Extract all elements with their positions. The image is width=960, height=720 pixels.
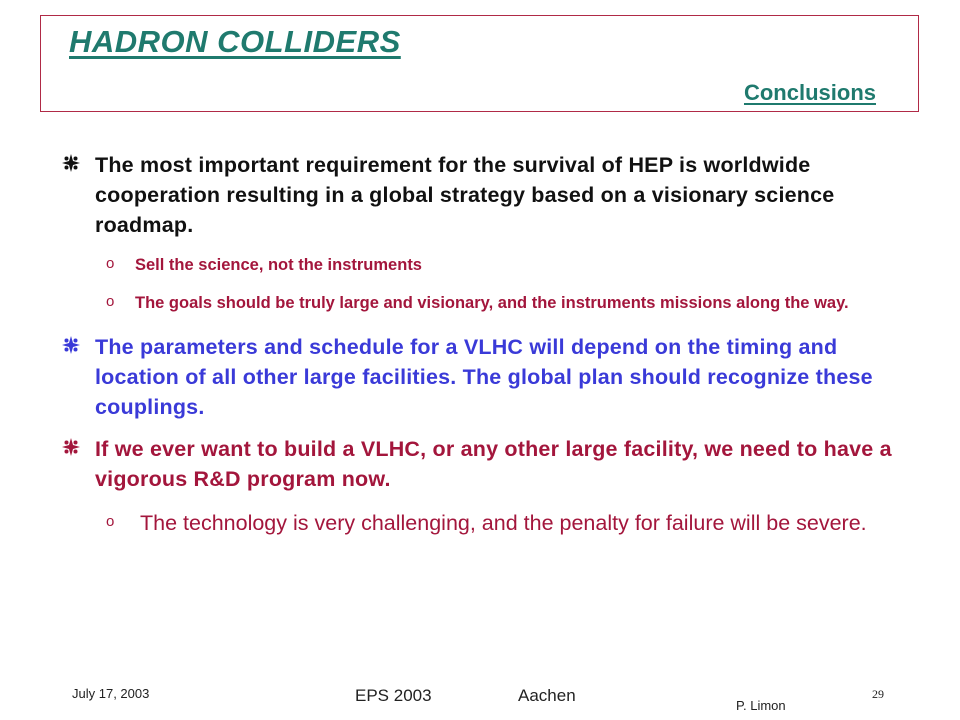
page-number: 29 xyxy=(872,687,884,701)
sub-bullet-item xyxy=(62,508,922,538)
circle-bullet-icon: o xyxy=(106,293,115,310)
sub-bullet-item xyxy=(62,290,922,316)
slide-title: HADRON COLLIDERS xyxy=(69,24,401,59)
footer-location: Aachen xyxy=(518,686,576,705)
sub-bullet-item xyxy=(62,252,922,278)
bullet-item xyxy=(62,434,922,494)
footer-conference: EPS 2003 xyxy=(355,686,432,705)
slide-content xyxy=(62,150,922,538)
diamond-bullet-icon xyxy=(62,438,80,456)
diamond-bullet-icon xyxy=(62,336,80,354)
bullet-text: If we ever want to build a VLHC, or any other large facility, we need to have a vigorous R&D program now. xyxy=(95,437,892,491)
bullet-text: The parameters and schedule for a VLHC will depend on the timing and location of all other large facilities. The global plan should recognize these couplings. xyxy=(95,335,873,419)
diamond-bullet-icon xyxy=(62,154,80,172)
sub-bullet-text: Sell the science, not the instruments xyxy=(135,256,422,274)
sub-bullet-text: The technology is very challenging, and the penalty for failure will be severe. xyxy=(140,511,867,535)
circle-bullet-icon: o xyxy=(106,513,115,530)
title-box xyxy=(40,15,919,112)
bullet-item xyxy=(62,150,922,240)
bullet-text: The most important requirement for the survival of HEP is worldwide cooperation resulting in a global strategy based on a visionary science roadmap. xyxy=(95,153,835,237)
slide-subtitle: Conclusions xyxy=(743,80,876,105)
circle-bullet-icon: o xyxy=(106,255,115,272)
footer-date: July 17, 2003 xyxy=(72,686,150,701)
footer-author: P. Limon xyxy=(736,698,786,713)
sub-bullet-text: The goals should be truly large and visionary, and the instruments missions along the way. xyxy=(135,294,849,312)
bullet-item xyxy=(62,332,922,422)
